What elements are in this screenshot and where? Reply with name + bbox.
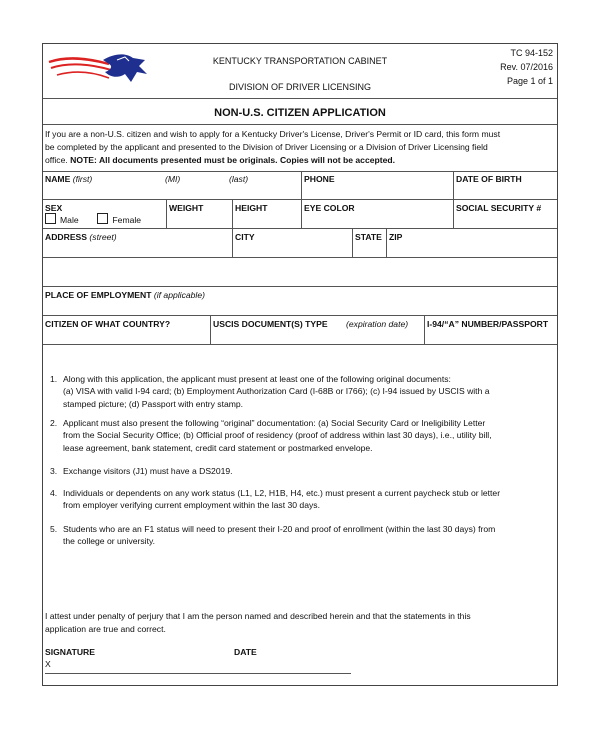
date-field[interactable] (232, 656, 351, 673)
height-field[interactable] (232, 199, 301, 228)
zip-field[interactable] (386, 228, 557, 257)
instruction-line: stamped picture; (d) Passport with entry stamp. (63, 398, 244, 409)
instruction-line: Individuals or dependents on any work status (L1, L2, H1B, H4, etc.) must present a current paycheck stub or letter (63, 488, 501, 498)
phone-field[interactable] (301, 171, 453, 199)
intro-text (45, 128, 555, 167)
instruction-number: 2. (50, 418, 58, 428)
name-first-hint: (first) (72, 174, 93, 184)
instruction-item (50, 487, 553, 512)
ssn-label: SOCIAL SECURITY # (456, 203, 542, 213)
dob-field[interactable] (453, 171, 557, 199)
state-label: STATE (355, 232, 382, 242)
date-label: DATE (234, 647, 257, 657)
form-page (42, 43, 558, 686)
country-field[interactable] (43, 315, 210, 344)
instruction-number: 4. (50, 488, 58, 498)
instruction-line: Students who are an F1 status will need to present their I-20 and proof of enrollment (within the last 30 days) from (63, 524, 496, 534)
uscis-field[interactable] (210, 315, 424, 344)
form-number: TC 94-152 (510, 48, 553, 58)
page-number: Page 1 of 1 (506, 76, 553, 86)
instruction-line: lease agreement, bank statement, credit card statement or postmarked envelope. (63, 442, 373, 453)
name-label-text: NAME (45, 174, 71, 184)
male-label: Male (60, 215, 79, 225)
instruction-item (50, 373, 553, 410)
city-label: CITY (235, 232, 255, 242)
name-last-hint: (last) (229, 174, 249, 184)
i94-field[interactable] (424, 315, 557, 344)
instruction-line: Along with this application, the applicant must present at least one of the following original documents: (63, 374, 451, 384)
instruction-item (50, 417, 553, 454)
zip-label: ZIP (389, 232, 403, 242)
instruction-line: the college or university. (63, 536, 156, 547)
instruction-line: from employer verifying current employment within the last 30 days. (63, 500, 320, 511)
city-field[interactable] (232, 228, 352, 257)
division-name: DIVISION OF DRIVER LICENSING (228, 82, 372, 92)
instruction-line: Exchange visitors (J1) must have a DS2019. (63, 466, 233, 476)
uscis-label: USCIS DOCUMENT(S) TYPE (213, 319, 328, 329)
sex-label: SEX (45, 203, 63, 213)
weight-field[interactable] (166, 199, 232, 228)
female-label: Female (112, 215, 142, 225)
intro-line-3: office. (45, 155, 71, 165)
height-label: HEIGHT (235, 203, 268, 213)
signature-x-mark: X (45, 659, 51, 669)
instruction-number: 1. (50, 374, 58, 384)
state-field[interactable] (352, 228, 386, 257)
form-revision: Rev. 07/2016 (500, 62, 553, 72)
address-label-text: ADDRESS (45, 232, 88, 242)
phone-label: PHONE (304, 174, 335, 184)
instruction-item (50, 523, 553, 548)
instruction-number: 3. (50, 466, 58, 476)
signature-label: SIGNATURE (45, 647, 95, 657)
eye-color-label: EYE COLOR (304, 203, 355, 213)
dob-label: DATE OF BIRTH (456, 174, 522, 184)
instruction-line: from the Social Security Office; (b) Official proof of residency (proof of address within last 30 days), i.e., utility bill, (63, 430, 492, 441)
instruction-line: Applicant must also present the following “original” documentation: (a) Social Security Card or Ineligibility Letter (63, 418, 486, 428)
expiration-hint: (expiration date) (346, 319, 409, 329)
name-field[interactable] (43, 171, 301, 199)
instruction-number: 5. (50, 524, 58, 534)
name-mi-hint: (MI) (165, 174, 181, 184)
country-label: CITIZEN OF WHAT COUNTRY? (45, 319, 171, 329)
male-checkbox[interactable] (45, 213, 56, 224)
sex-options (45, 213, 141, 227)
employment-hint: (if applicable) (153, 290, 205, 300)
ssn-field[interactable] (453, 199, 557, 228)
attest-line-2: application are true and correct. (45, 624, 166, 634)
eye-color-field[interactable] (301, 199, 453, 228)
attest-line-1: I attest under penalty of perjury that I am the person named and described herein and that the statements in this (45, 611, 471, 621)
address-continuation-field[interactable] (43, 257, 557, 286)
employment-field[interactable] (43, 286, 557, 315)
i94-label: I-94/“A” NUMBER/PASSPORT (427, 319, 549, 329)
agency-name: KENTUCKY TRANSPORTATION CABINET (212, 56, 388, 66)
signature-field[interactable] (45, 656, 230, 673)
address-street-hint: (street) (89, 232, 117, 242)
female-checkbox[interactable] (97, 213, 108, 224)
intro-line-1: If you are a non-U.S. citizen and wish to apply for a Kentucky Driver's License, Driver's Permit or ID card, this form must (45, 129, 501, 139)
weight-label: WEIGHT (169, 203, 204, 213)
instruction-line: (a) VISA with valid I-94 card; (b) Employment Authorization Card (I-68B or I766); (c) I-94 issued by USCIS with a (63, 386, 490, 397)
form-title: NON-U.S. CITIZEN APPLICATION (214, 107, 386, 119)
attestation (45, 610, 555, 636)
address-field[interactable] (43, 228, 232, 257)
instruction-item (50, 465, 553, 477)
intro-line-2: be completed by the applicant and presented to the Division of Driver Licensing or a Division of Driver Licensing field (45, 142, 488, 152)
intro-note: NOTE: All documents presented must be originals. Copies will not be accepted. (70, 155, 396, 165)
employment-label-text: PLACE OF EMPLOYMENT (45, 290, 152, 300)
